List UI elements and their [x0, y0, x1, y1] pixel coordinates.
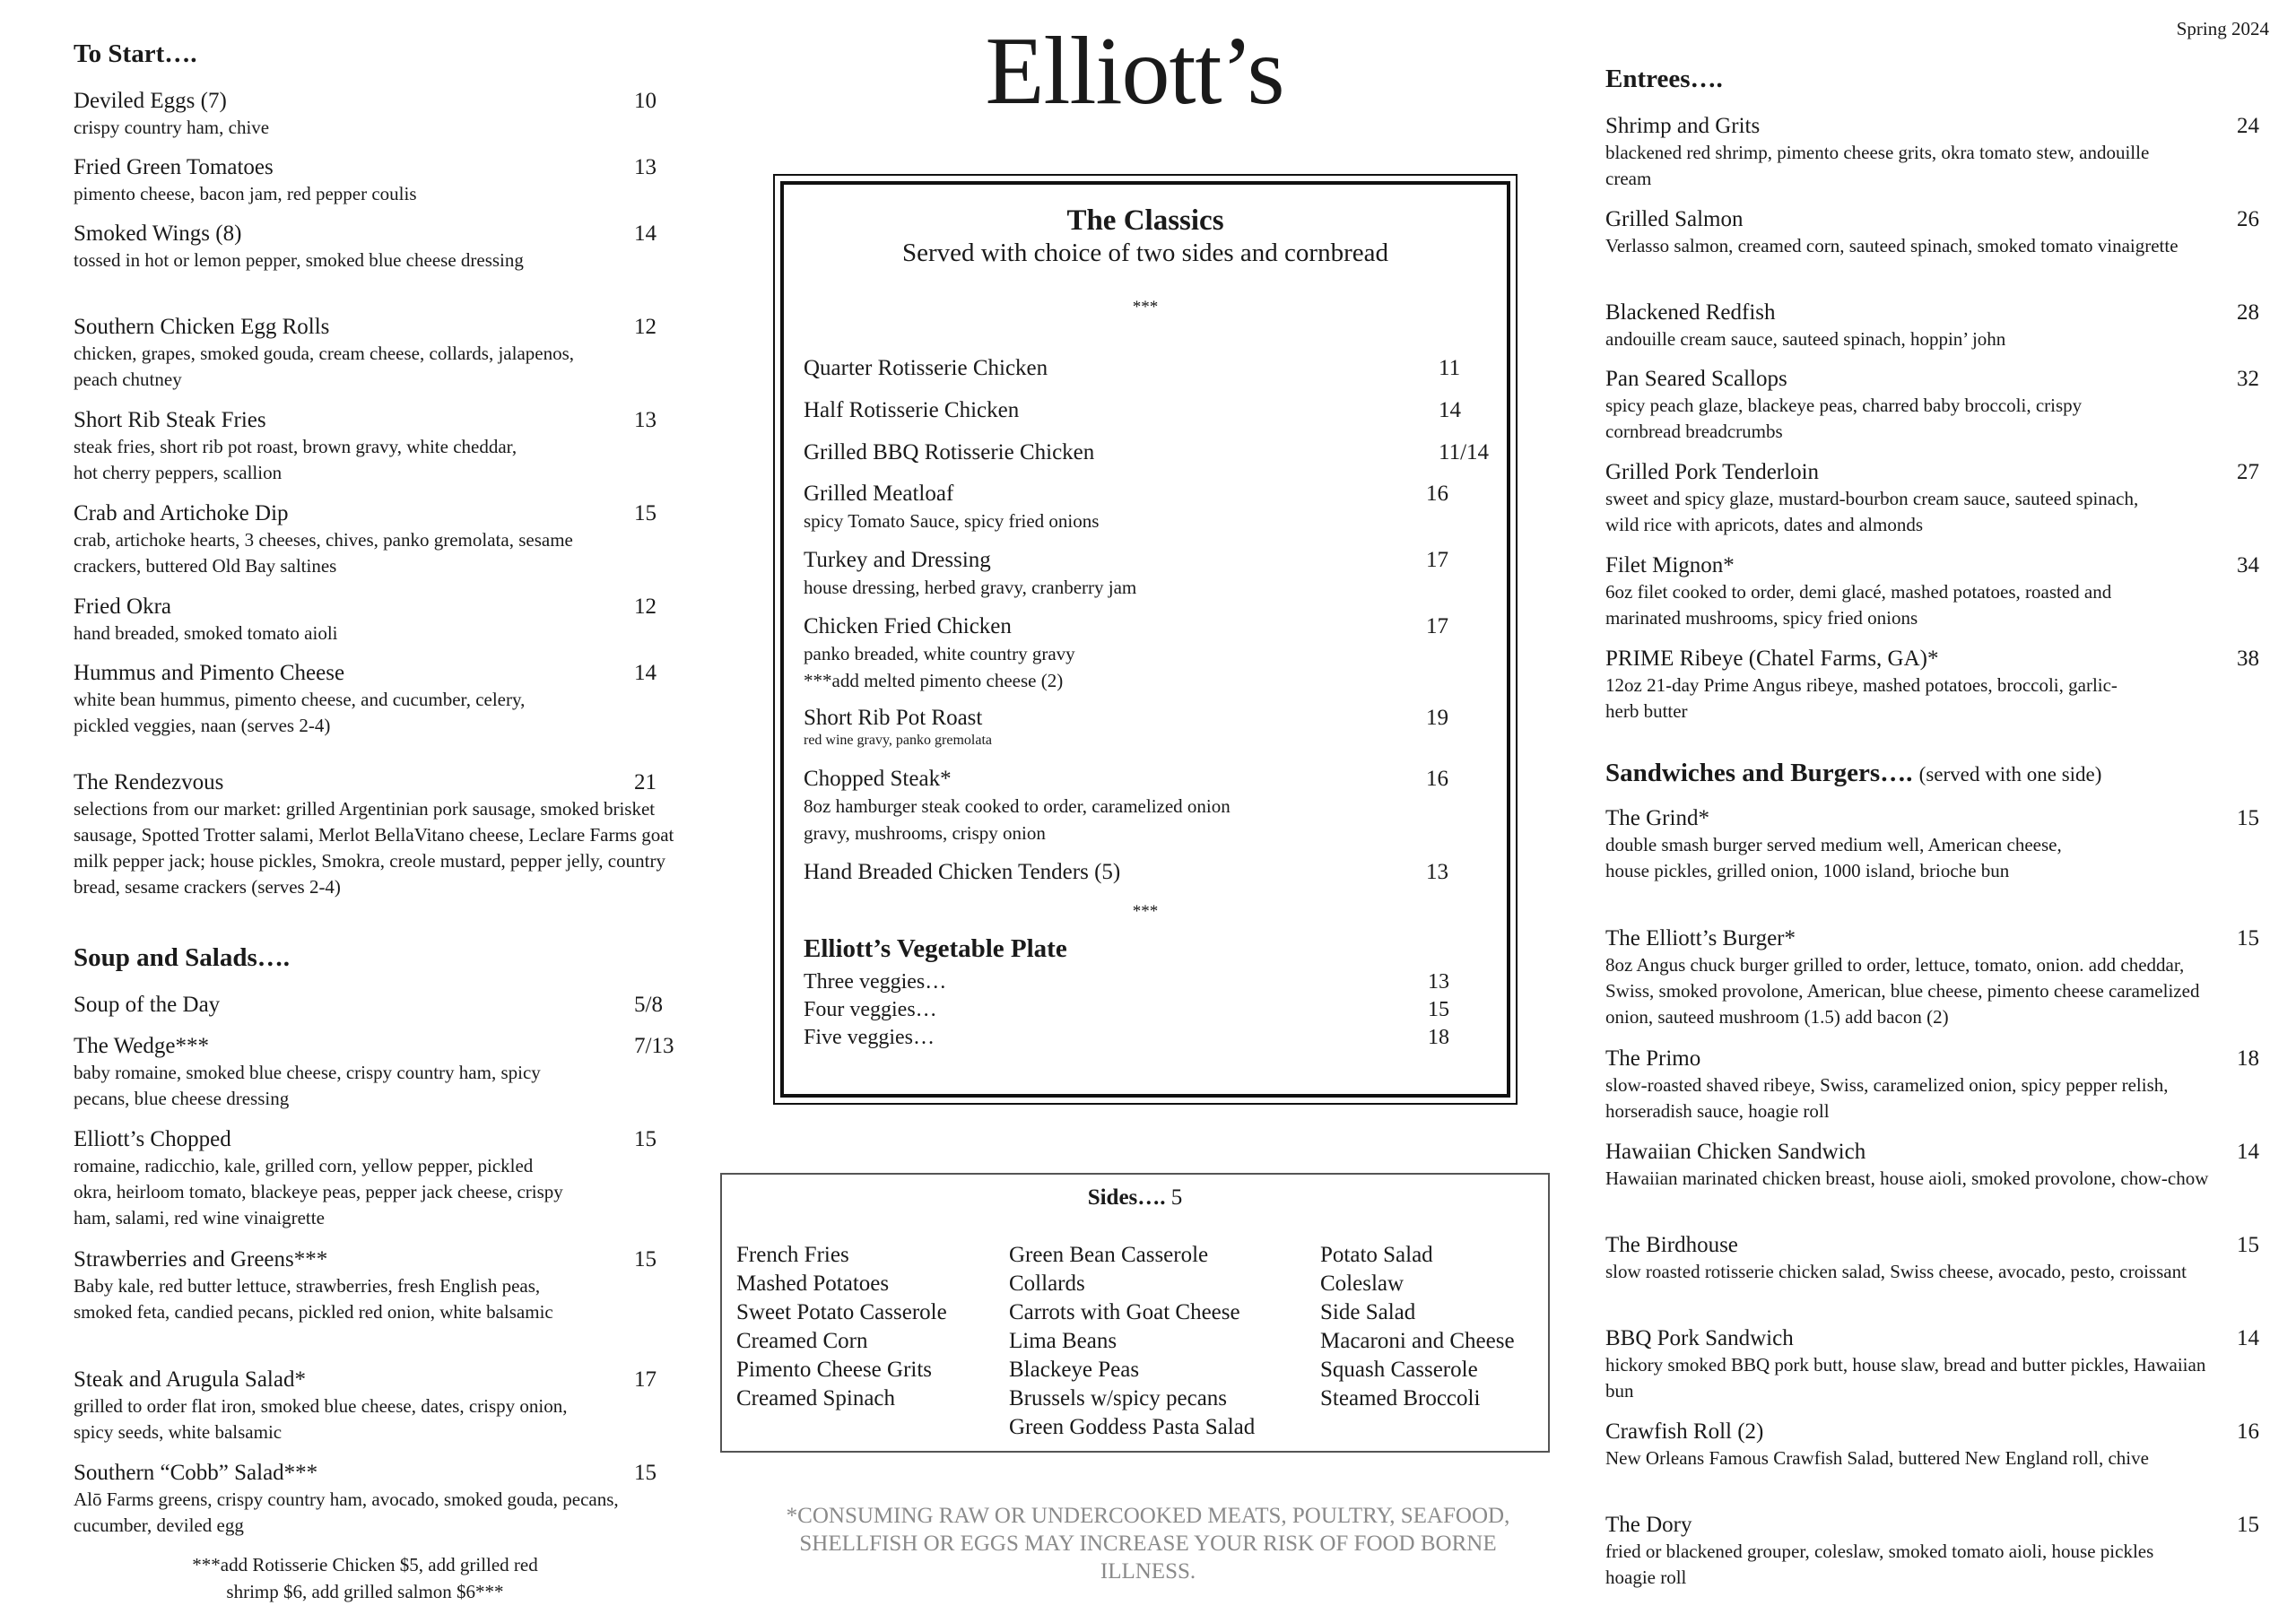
side-item: Blackeye Peas — [1009, 1358, 1140, 1382]
item-name: Smoked Wings (8) — [74, 221, 242, 246]
item-desc: white bean hummus, pimento cheese, and cucumber, celery, pickled veggies, naan (serves 2-4) — [74, 689, 526, 736]
item-addon: ***add melted pimento cheese (2) — [804, 670, 1064, 691]
menu-item — [804, 613, 1487, 694]
item-price: 11 — [1439, 356, 1461, 380]
item-price: 14 — [2237, 1326, 2259, 1350]
item-desc: 8oz hamburger steak cooked to order, caramelized onion gravy, mushrooms, crispy onion — [804, 795, 1231, 844]
menu-item — [1605, 299, 2269, 352]
item-name: Grilled Pork Tenderloin — [1605, 460, 1820, 484]
vegetable-plate-heading: Elliott’s Vegetable Plate — [804, 934, 1067, 963]
item-desc: sweet and spicy glaze, mustard-bourbon cream sauce, sauteed spinach, wild rice with apricots, dates and almonds — [1605, 488, 2139, 535]
item-name: Crab and Artichoke Dip — [74, 501, 289, 525]
restaurant-logo: Elliott’s — [985, 18, 1284, 125]
side-item: Creamed Corn — [736, 1329, 868, 1353]
item-desc: romaine, radicchio, kale, grilled corn, yellow pepper, pickled okra, heirloom tomato, blackeye peas, pepper jack cheese, crispy ham, salami, red wine vinaigrette — [74, 1155, 563, 1228]
divider-stars: *** — [1132, 298, 1159, 317]
veg-price: 13 — [1428, 970, 1449, 994]
item-price: 11/14 — [1439, 440, 1490, 464]
item-desc: crab, artichoke hearts, 3 cheeses, chives, panko gremolata, sesame crackers, buttered Old Bay saltines — [74, 529, 573, 577]
item-name: The Birdhouse — [1605, 1233, 1738, 1257]
sides-column-3 — [1320, 1241, 1515, 1413]
side-item: Macaroni and Cheese — [1320, 1329, 1515, 1353]
item-price: 15 — [2237, 926, 2259, 950]
menu-item — [74, 88, 683, 141]
classics-box — [780, 181, 1510, 1098]
item-name: Fried Green Tomatoes — [74, 155, 274, 179]
menu-item — [1605, 206, 2269, 259]
item-name: Hand Breaded Chicken Tenders (5) — [804, 860, 1121, 884]
menu-item — [804, 397, 1487, 424]
item-price: 15 — [634, 1461, 657, 1485]
item-price: 13 — [634, 408, 657, 432]
item-name: The Wedge*** — [74, 1034, 209, 1058]
veg-price: 15 — [1428, 998, 1449, 1021]
menu-item — [1605, 552, 2269, 631]
menu-item — [74, 1126, 683, 1231]
item-price: 18 — [2237, 1046, 2259, 1071]
item-desc: 12oz 21-day Prime Angus ribeye, mashed potatoes, broccoli, garlic-herb butter — [1605, 674, 2118, 722]
item-desc: grilled to order flat iron, smoked blue cheese, dates, crispy onion, spicy seeds, white balsamic — [74, 1395, 568, 1443]
item-name: The Primo — [1605, 1046, 1701, 1071]
menu-item — [74, 594, 683, 647]
side-item: Creamed Spinach — [736, 1386, 896, 1410]
side-item: Potato Salad — [1320, 1243, 1433, 1267]
item-desc: chicken, grapes, smoked gouda, cream cheese, collards, jalapenos, peach chutney — [74, 343, 575, 390]
side-item: Green Goddess Pasta Salad — [1009, 1415, 1256, 1439]
menu-item — [74, 154, 683, 207]
item-desc: tossed in hot or lemon pepper, smoked blue cheese dressing — [74, 249, 524, 271]
classics-heading: The Classics — [1066, 204, 1224, 237]
item-price: 5/8 — [634, 993, 663, 1017]
menu-item — [74, 992, 683, 1019]
item-name: Fried Okra — [74, 595, 171, 619]
item-name: Pan Seared Scallops — [1605, 367, 1787, 391]
item-price: 12 — [634, 595, 657, 619]
to-start-heading: To Start…. — [74, 39, 197, 68]
veg-option — [804, 998, 1449, 1022]
veg-label: Three veggies… — [804, 970, 947, 994]
menu-item — [1605, 1419, 2269, 1471]
item-price: 27 — [2237, 460, 2259, 484]
side-item: Coleslaw — [1320, 1271, 1405, 1296]
item-price: 15 — [2237, 1233, 2259, 1257]
item-name: Shrimp and Grits — [1605, 114, 1761, 138]
item-price: 32 — [2237, 367, 2259, 391]
menu-item — [74, 1033, 683, 1112]
item-name: The Dory — [1605, 1513, 1692, 1537]
menu-item — [74, 407, 683, 486]
classics-subtitle: Served with choice of two sides and cornbread — [902, 239, 1388, 267]
item-desc: pimento cheese, bacon jam, red pepper coulis — [74, 183, 417, 204]
menu-item — [1605, 1139, 2269, 1192]
sandwiches-title: Sandwiches and Burgers…. — [1605, 759, 1913, 787]
item-price: 14 — [634, 661, 657, 685]
item-price: 16 — [2237, 1419, 2259, 1444]
item-desc: spicy Tomato Sauce, spicy fried onions — [804, 510, 1100, 532]
menu-item — [804, 355, 1487, 382]
item-name: Short Rib Steak Fries — [74, 408, 266, 432]
menu-item — [1605, 113, 2269, 192]
item-price: 15 — [2237, 1513, 2259, 1537]
item-name: PRIME Ribeye (Chatel Farms, GA)* — [1605, 647, 1939, 671]
item-name: Southern Chicken Egg Rolls — [74, 315, 330, 339]
item-price: 15 — [2237, 806, 2259, 830]
item-price: 7/13 — [634, 1034, 674, 1058]
veg-option — [804, 1026, 1449, 1050]
item-name: Strawberries and Greens*** — [74, 1247, 328, 1271]
item-desc: Hawaiian marinated chicken breast, house aioli, smoked provolone, chow-chow — [1605, 1167, 2209, 1189]
item-desc: crispy country ham, chive — [74, 117, 270, 138]
item-desc: hand breaded, smoked tomato aioli — [74, 622, 338, 644]
item-name: Soup of the Day — [74, 993, 221, 1017]
side-item: Pimento Cheese Grits — [736, 1358, 933, 1382]
item-name: Chicken Fried Chicken — [804, 614, 1012, 638]
item-desc: andouille cream sauce, sauteed spinach, hoppin’ john — [1605, 328, 2006, 350]
item-price: 10 — [634, 89, 657, 113]
sides-column-1 — [736, 1241, 947, 1413]
menu-item — [804, 481, 1487, 534]
item-name: Southern “Cobb” Salad*** — [74, 1461, 318, 1485]
item-price: 38 — [2237, 647, 2259, 671]
item-name: Grilled Salmon — [1605, 207, 1744, 231]
item-name: Elliott’s Chopped — [74, 1127, 231, 1151]
item-price: 17 — [634, 1367, 657, 1392]
item-name: BBQ Pork Sandwich — [1605, 1326, 1794, 1350]
item-desc: Baby kale, red butter lettuce, strawberries, fresh English peas, smoked feta, candied pecans, pickled red onion, white balsamic — [74, 1275, 553, 1323]
menu-item — [74, 221, 683, 273]
menu-item — [1605, 805, 2269, 884]
item-price: 14 — [634, 221, 657, 246]
item-price: 26 — [2237, 207, 2259, 231]
menu-item — [74, 660, 683, 739]
item-desc: steak fries, short rib pot roast, brown gravy, white cheddar, hot cherry peppers, scallion — [74, 436, 517, 483]
item-price: 14 — [2237, 1140, 2259, 1164]
item-name: Grilled BBQ Rotisserie Chicken — [804, 440, 1095, 464]
sides-price: 5 — [1170, 1185, 1183, 1210]
item-desc: blackened red shrimp, pimento cheese grits, okra tomato stew, andouille cream — [1605, 142, 2150, 189]
soup-salads-heading: Soup and Salads…. — [74, 943, 290, 972]
salad-addons-note: ***add Rotisserie Chicken $5, add grilled red shrimp $6, add grilled salmon $6*** — [192, 1554, 538, 1602]
side-item: Collards — [1009, 1271, 1085, 1296]
item-price: 28 — [2237, 300, 2259, 325]
season-label: Spring 2024 — [2176, 18, 2269, 39]
menu-item — [804, 859, 1487, 886]
side-item: French Fries — [736, 1243, 849, 1267]
item-name: Hawaiian Chicken Sandwich — [1605, 1140, 1866, 1164]
item-name: Steak and Arugula Salad* — [74, 1367, 306, 1392]
side-item: Mashed Potatoes — [736, 1271, 890, 1296]
item-name: The Grind* — [1605, 806, 1709, 830]
item-price: 13 — [634, 155, 657, 179]
item-name: The Elliott’s Burger* — [1605, 926, 1796, 950]
item-price: 13 — [1426, 860, 1448, 884]
item-desc: slow roasted rotisserie chicken salad, Swiss cheese, avocado, pesto, croissant — [1605, 1261, 2187, 1282]
item-price: 17 — [1426, 548, 1448, 572]
item-price: 21 — [634, 770, 657, 794]
menu-item — [1605, 1232, 2269, 1285]
menu-item — [74, 314, 683, 393]
menu-item — [804, 766, 1487, 846]
side-item: Steamed Broccoli — [1320, 1386, 1481, 1410]
item-price: 15 — [634, 501, 657, 525]
item-name: Deviled Eggs (7) — [74, 89, 227, 113]
side-item: Squash Casserole — [1320, 1358, 1478, 1382]
menu-item — [1605, 1512, 2269, 1591]
item-price: 16 — [1426, 482, 1448, 506]
veg-price: 18 — [1428, 1026, 1449, 1049]
item-price: 19 — [1426, 706, 1448, 730]
item-desc: 6oz filet cooked to order, demi glacé, mashed potatoes, roasted and marinated mushrooms, spicy fried onions — [1605, 581, 2112, 629]
sides-title: Sides…. — [1087, 1185, 1166, 1210]
item-name: Short Rib Pot Roast — [804, 706, 983, 730]
item-desc: selections from our market: grilled Argentinian pork sausage, smoked brisket sausage, Spotted Trotter salami, Merlot BellaVitano cheese, Leclare Farms goat milk pepper jack; house pickles, Smokra, creole mustard, pepper jelly, country bread, sesame crackers (serves 2-4) — [74, 798, 674, 898]
item-desc: double smash burger served medium well, American cheese, house pickles, grilled onion, 1000 island, brioche bun — [1605, 834, 2062, 881]
item-desc: slow-roasted shaved ribeye, Swiss, caramelized onion, spicy pepper relish, horseradish sauce, hoagie roll — [1605, 1074, 2169, 1122]
entrees-heading: Entrees…. — [1605, 65, 1723, 93]
item-price: 15 — [634, 1247, 657, 1271]
side-item: Carrots with Goat Cheese — [1009, 1300, 1240, 1324]
menu-item — [74, 1246, 683, 1325]
menu-item — [1605, 459, 2269, 538]
menu-item — [804, 547, 1487, 601]
consumption-warning: *CONSUMING RAW OR UNDERCOOKED MEATS, POULTRY, SEAFOOD, SHELLFISH OR EGGS MAY INCREASE YOUR RISK OF FOOD BORNE ILLNESS. — [786, 1504, 1510, 1584]
item-desc: panko breaded, white country gravy — [804, 643, 1075, 664]
item-name: The Rendezvous — [74, 770, 224, 794]
item-desc: 8oz Angus chuck burger grilled to order, lettuce, tomato, onion. add cheddar, Swiss, smoked provolone, American, blue cheese, pimento cheese caramelized onion, sauteed mushroom (1.5) add bacon (2) — [1605, 954, 2200, 1028]
item-name: Quarter Rotisserie Chicken — [804, 356, 1048, 380]
sides-box — [720, 1173, 1550, 1453]
item-name: Chopped Steak* — [804, 767, 952, 791]
menu-item — [74, 1367, 683, 1445]
divider-stars: *** — [1132, 902, 1159, 921]
side-item: Brussels w/spicy pecans — [1009, 1386, 1228, 1410]
side-item: Side Salad — [1320, 1300, 1416, 1324]
item-desc: red wine gravy, panko gremolata — [804, 733, 992, 748]
item-name: Crawfish Roll (2) — [1605, 1419, 1764, 1444]
menu-item — [804, 705, 1487, 750]
menu-item — [1605, 1046, 2269, 1124]
veg-label: Five veggies… — [804, 1026, 935, 1049]
item-name: Hummus and Pimento Cheese — [74, 661, 345, 685]
item-price: 16 — [1426, 767, 1448, 791]
veg-option — [804, 970, 1449, 994]
item-name: Grilled Meatloaf — [804, 482, 954, 506]
veg-label: Four veggies… — [804, 998, 937, 1021]
item-desc: Verlasso salmon, creamed corn, sauteed spinach, smoked tomato vinaigrette — [1605, 235, 2179, 256]
sides-column-2 — [1009, 1241, 1255, 1442]
side-item: Sweet Potato Casserole — [736, 1300, 947, 1324]
item-name: Blackened Redfish — [1605, 300, 1776, 325]
item-price: 12 — [634, 315, 657, 339]
item-desc: hickory smoked BBQ pork butt, house slaw, bread and butter pickles, Hawaiian bun — [1605, 1354, 2206, 1402]
menu-item — [1605, 366, 2269, 445]
menu-item — [1605, 1325, 2269, 1404]
item-desc: fried or blackened grouper, coleslaw, smoked tomato aioli, house pickles hoagie roll — [1605, 1541, 2154, 1588]
side-item: Green Bean Casserole — [1009, 1243, 1209, 1267]
menu-item — [1605, 925, 2269, 1030]
menu-item — [74, 769, 683, 900]
sandwiches-note: (served with one side) — [1918, 763, 2102, 785]
menu-item — [804, 439, 1490, 466]
item-price: 14 — [1439, 398, 1461, 422]
item-desc: Alō Farms greens, crispy country ham, avocado, smoked gouda, pecans, cucumber, deviled egg — [74, 1488, 619, 1536]
item-desc: house dressing, herbed gravy, cranberry jam — [804, 577, 1137, 598]
item-price: 17 — [1426, 614, 1448, 638]
side-item: Lima Beans — [1009, 1329, 1118, 1353]
sides-heading — [722, 1185, 1548, 1211]
item-name: Turkey and Dressing — [804, 548, 991, 572]
item-price: 34 — [2237, 553, 2259, 577]
item-price: 15 — [634, 1127, 657, 1151]
item-desc: New Orleans Famous Crawfish Salad, buttered New England roll, chive — [1605, 1447, 2149, 1469]
item-price: 24 — [2237, 114, 2259, 138]
item-desc: baby romaine, smoked blue cheese, crispy country ham, spicy pecans, blue cheese dressing — [74, 1062, 541, 1109]
sandwiches-heading — [1605, 759, 2101, 788]
menu-item — [74, 500, 683, 579]
item-desc: spicy peach glaze, blackeye peas, charred baby broccoli, crispy cornbread breadcrumbs — [1605, 395, 2083, 442]
menu-item — [1605, 646, 2269, 725]
menu-item — [74, 1460, 683, 1539]
item-name: Filet Mignon* — [1605, 553, 1735, 577]
item-name: Half Rotisserie Chicken — [804, 398, 1020, 422]
